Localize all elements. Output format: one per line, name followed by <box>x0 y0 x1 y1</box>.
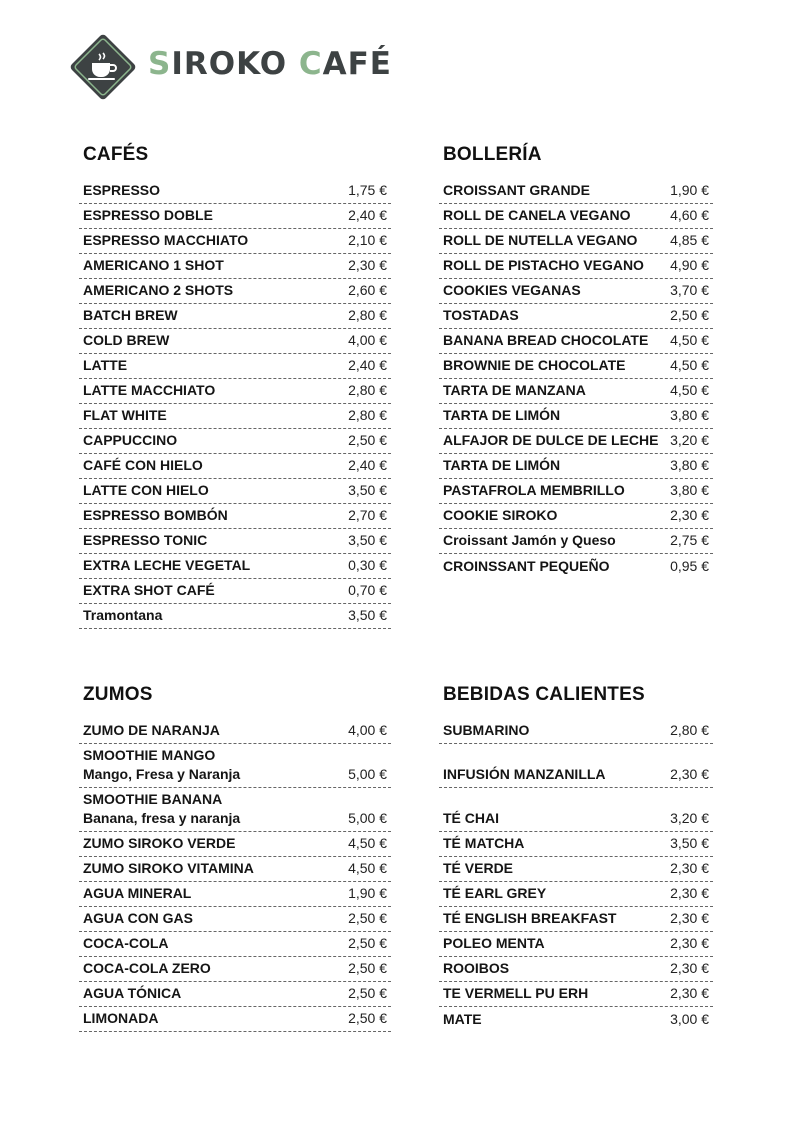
menu-item-row <box>439 832 713 857</box>
menu-item-price: 2,50 € <box>670 307 709 323</box>
menu-item-row <box>439 379 713 404</box>
brand-logo <box>66 30 392 104</box>
menu-item-name <box>443 557 670 576</box>
menu-item-name <box>443 206 670 225</box>
item-name-text: AGUA CON GAS <box>83 910 193 926</box>
item-description: Banana, fresa y naranja <box>83 810 241 826</box>
menu-item-price: 3,50 € <box>348 532 387 548</box>
menu-item-price: 2,50 € <box>348 960 387 976</box>
item-name-text: ESPRESSO BOMBÓN <box>83 507 228 523</box>
item-name-text: COOKIE SIROKO <box>443 507 558 523</box>
item-name-text: COCA-COLA <box>83 935 169 951</box>
menu-item-row <box>79 982 391 1007</box>
menu-item-name <box>443 406 670 425</box>
menu-item-name <box>443 431 670 450</box>
menu-item-name <box>83 909 348 928</box>
item-name-text: TÉ ENGLISH BREAKFAST <box>443 910 617 926</box>
menu-item-row <box>79 229 391 254</box>
menu-item-price: 2,40 € <box>348 457 387 473</box>
item-name-text: EXTRA LECHE VEGETAL <box>83 557 251 573</box>
menu-item-name <box>443 231 670 250</box>
menu-item-row <box>439 429 713 454</box>
menu-item-row <box>79 604 391 629</box>
menu-item-row <box>79 932 391 957</box>
menu-item-row <box>79 204 391 229</box>
item-name-text: ROLL DE PISTACHO VEGANO <box>443 257 644 273</box>
item-name-text: LIMONADA <box>83 1010 159 1026</box>
section-cafes <box>79 142 391 629</box>
item-name-text: ZUMO SIROKO VERDE <box>83 835 236 851</box>
menu-item-row <box>439 744 713 788</box>
item-name-text: ESPRESSO DOBLE <box>83 207 213 223</box>
item-name-text: SMOOTHIE BANANA <box>83 791 223 807</box>
item-name-text: ZUMO SIROKO VITAMINA <box>83 860 254 876</box>
menu-item-price: 4,90 € <box>670 257 709 273</box>
menu-item-name <box>443 181 670 200</box>
section-title: BOLLERÍA <box>443 144 542 165</box>
section-bolleria <box>439 142 713 579</box>
menu-item-price: 2,80 € <box>670 722 709 738</box>
menu-item-row <box>439 982 713 1007</box>
menu-item-row <box>439 404 713 429</box>
section-title: CAFÉS <box>83 144 149 165</box>
menu-item-price: 4,50 € <box>670 357 709 373</box>
menu-item-price: 0,95 € <box>670 558 709 574</box>
menu-item-name <box>83 431 348 450</box>
menu-item-name <box>443 959 670 978</box>
item-name-text: TARTA DE LIMÓN <box>443 407 561 423</box>
menu-item-price: 2,50 € <box>348 432 387 448</box>
menu-item-name <box>443 909 670 928</box>
menu-item-price: 2,50 € <box>348 910 387 926</box>
item-name-text: TARTA DE LIMÓN <box>443 457 561 473</box>
menu-item-price: 2,60 € <box>348 282 387 298</box>
menu-item-price: 2,30 € <box>670 935 709 951</box>
menu-item-name <box>443 356 670 375</box>
menu-item-name <box>443 331 670 350</box>
menu-item-price: 2,30 € <box>670 766 709 782</box>
item-name-text: LATTE MACCHIATO <box>83 382 216 398</box>
menu-list <box>79 719 391 1032</box>
menu-item-row <box>439 719 713 744</box>
menu-item-row <box>79 354 391 379</box>
menu-list <box>439 719 713 1032</box>
menu-item-price: 3,50 € <box>348 482 387 498</box>
menu-item-row <box>79 304 391 329</box>
menu-item-price: 4,60 € <box>670 207 709 223</box>
item-name-text: BATCH BREW <box>83 307 178 323</box>
menu-item-row <box>79 529 391 554</box>
item-name-text: Croissant Jamón y Queso <box>443 532 616 548</box>
menu-item-price: 3,80 € <box>670 482 709 498</box>
menu-item-price: 2,30 € <box>670 860 709 876</box>
menu-item-price: 1,75 € <box>348 182 387 198</box>
menu-item-name <box>443 765 670 784</box>
menu-item-name <box>443 834 670 853</box>
menu-item-name <box>83 356 348 375</box>
item-name-text: SUBMARINO <box>443 722 530 738</box>
menu-item-price: 3,80 € <box>670 457 709 473</box>
item-name-text: PASTAFROLA MEMBRILLO <box>443 482 625 498</box>
menu-item-name <box>443 381 670 400</box>
menu-item-row <box>439 354 713 379</box>
menu-item-row <box>79 832 391 857</box>
menu-item-name <box>83 884 348 903</box>
item-name-text: COCA-COLA ZERO <box>83 960 211 976</box>
menu-item-row <box>79 554 391 579</box>
menu-item-name <box>443 934 670 953</box>
menu-item-row <box>439 932 713 957</box>
item-name-text: INFUSIÓN MANZANILLA <box>443 766 606 782</box>
menu-item-name <box>443 256 670 275</box>
menu-item-name <box>443 1010 670 1029</box>
menu-item-name <box>83 1009 348 1028</box>
menu-item-row <box>79 429 391 454</box>
menu-item-row <box>79 1007 391 1032</box>
menu-item-price: 2,30 € <box>670 910 709 926</box>
menu-item-row <box>79 907 391 932</box>
menu-item-name <box>83 456 348 475</box>
menu-item-name <box>83 306 348 325</box>
menu-item-name <box>83 556 348 575</box>
menu-item-name <box>83 934 348 953</box>
menu-item-row <box>79 329 391 354</box>
menu-item-price: 2,80 € <box>348 382 387 398</box>
menu-item-price: 4,50 € <box>670 332 709 348</box>
menu-item-row <box>439 907 713 932</box>
menu-item-price: 2,30 € <box>670 507 709 523</box>
menu-item-price: 2,30 € <box>670 885 709 901</box>
menu-item-row <box>79 479 391 504</box>
menu-item-name <box>83 181 348 200</box>
menu-item-row <box>439 554 713 579</box>
menu-item-name <box>83 406 348 425</box>
menu-item-price: 2,70 € <box>348 507 387 523</box>
menu-item-price: 4,50 € <box>348 860 387 876</box>
item-name-text: AGUA MINERAL <box>83 885 192 901</box>
menu-item-name <box>83 606 348 625</box>
section-bebidas-calientes <box>439 682 713 1032</box>
menu-item-name <box>83 834 348 853</box>
menu-item-price: 2,80 € <box>348 307 387 323</box>
menu-item-name <box>83 531 348 550</box>
menu-item-name <box>83 859 348 878</box>
menu-item-row <box>79 279 391 304</box>
menu-item-row <box>79 454 391 479</box>
menu-item-price: 0,30 € <box>348 557 387 573</box>
menu-item-name <box>83 206 348 225</box>
menu-item-price: 4,85 € <box>670 232 709 248</box>
item-description: Mango, Fresa y Naranja <box>83 766 241 782</box>
section-zumos <box>79 682 391 1032</box>
menu-item-name <box>443 456 670 475</box>
menu-item-row <box>79 579 391 604</box>
menu-item-row <box>439 1007 713 1032</box>
menu-item-row <box>439 857 713 882</box>
item-name-text: ROOIBOS <box>443 960 510 976</box>
item-name-text: LATTE CON HIELO <box>83 482 209 498</box>
menu-item-row <box>439 788 713 832</box>
item-name-text: CROINSSANT PEQUEÑO <box>443 558 610 574</box>
menu-item-name <box>443 884 670 903</box>
item-name-text: BANANA BREAD CHOCOLATE <box>443 332 649 348</box>
item-name-text: LATTE <box>83 357 128 373</box>
menu-item-price: 3,50 € <box>670 835 709 851</box>
item-name-text: CROISSANT GRANDE <box>443 182 591 198</box>
menu-item-row <box>79 719 391 744</box>
menu-item-price: 4,00 € <box>348 722 387 738</box>
menu-item-price: 2,40 € <box>348 207 387 223</box>
menu-item-price: 2,75 € <box>670 532 709 548</box>
menu-item-price: 2,30 € <box>670 985 709 1001</box>
menu-item-price: 3,70 € <box>670 282 709 298</box>
item-name-text: COLD BREW <box>83 332 170 348</box>
menu-item-name <box>83 331 348 350</box>
menu-item-price: 2,80 € <box>348 407 387 423</box>
menu-item-price: 2,10 € <box>348 232 387 248</box>
menu-item-name <box>443 306 670 325</box>
menu-item-row <box>79 379 391 404</box>
item-name-text: POLEO MENTA <box>443 935 545 951</box>
item-name-text: ESPRESSO TONIC <box>83 532 208 548</box>
menu-item-name <box>83 581 348 600</box>
menu-item-name <box>443 531 670 550</box>
menu-item-name <box>443 481 670 500</box>
menu-item-name <box>83 481 348 500</box>
item-name-text: TÉ VERDE <box>443 860 514 876</box>
menu-item-price: 0,70 € <box>348 582 387 598</box>
menu-item-name <box>443 809 670 828</box>
menu-item-row <box>439 479 713 504</box>
menu-item-price: 1,90 € <box>348 885 387 901</box>
menu-item-name <box>83 746 348 784</box>
item-name-text: SMOOTHIE MANGO <box>83 747 216 763</box>
menu-item-row <box>439 882 713 907</box>
coffee-cup-logo-icon <box>66 30 140 104</box>
menu-item-row <box>79 254 391 279</box>
menu-item-price: 3,50 € <box>348 607 387 623</box>
menu-item-row <box>79 882 391 907</box>
item-name-text: ROLL DE CANELA VEGANO <box>443 207 631 223</box>
item-name-text: TARTA DE MANZANA <box>443 382 586 398</box>
menu-item-row <box>439 957 713 982</box>
menu-item-name <box>443 721 670 740</box>
item-name-text: ZUMO DE NARANJA <box>83 722 220 738</box>
menu-item-row <box>79 179 391 204</box>
menu-item-row <box>79 504 391 529</box>
menu-item-row <box>439 229 713 254</box>
item-name-text: ESPRESSO <box>83 182 161 198</box>
menu-item-price: 3,20 € <box>670 432 709 448</box>
item-name-text: TOSTADAS <box>443 307 519 323</box>
menu-item-price: 3,00 € <box>670 1011 709 1027</box>
item-name-text: COOKIES VEGANAS <box>443 282 581 298</box>
menu-item-price: 4,50 € <box>348 835 387 851</box>
menu-item-name <box>83 281 348 300</box>
menu-list <box>439 179 713 579</box>
item-name-text: TÉ MATCHA <box>443 835 525 851</box>
menu-item-row <box>79 788 391 832</box>
menu-item-name <box>443 859 670 878</box>
menu-item-row <box>79 744 391 788</box>
item-name-text: ALFAJOR DE DULCE DE LECHE <box>443 432 659 448</box>
menu-item-name <box>83 721 348 740</box>
menu-item-row <box>79 957 391 982</box>
menu-item-row <box>439 304 713 329</box>
item-name-text: CAPPUCCINO <box>83 432 178 448</box>
brand-wordmark: SIROKO CAFÉ <box>148 46 392 82</box>
item-name-text: AMERICANO 2 SHOTS <box>83 282 234 298</box>
item-name-text: FLAT WHITE <box>83 407 167 423</box>
section-title: BEBIDAS CALIENTES <box>443 684 645 705</box>
item-name-text: TÉ CHAI <box>443 810 499 826</box>
menu-item-name <box>83 381 348 400</box>
menu-item-row <box>439 179 713 204</box>
menu-item-price: 4,50 € <box>670 382 709 398</box>
menu-item-name <box>83 790 348 828</box>
menu-item-name <box>443 281 670 300</box>
item-name-text: AGUA TÓNICA <box>83 985 182 1001</box>
section-title: ZUMOS <box>83 684 153 705</box>
menu-item-price: 3,20 € <box>670 810 709 826</box>
item-name-text: Tramontana <box>83 607 163 623</box>
item-name-text: MATE <box>443 1011 482 1027</box>
menu-item-price: 2,30 € <box>348 257 387 273</box>
menu-item-price: 3,80 € <box>670 407 709 423</box>
menu-item-name <box>83 231 348 250</box>
menu-item-price: 2,50 € <box>348 935 387 951</box>
menu-item-row <box>439 254 713 279</box>
menu-item-row <box>439 529 713 554</box>
item-name-text: BROWNIE DE CHOCOLATE <box>443 357 626 373</box>
item-name-text: AMERICANO 1 SHOT <box>83 257 224 273</box>
menu-item-row <box>439 454 713 479</box>
menu-item-name <box>83 959 348 978</box>
menu-item-name <box>83 506 348 525</box>
menu-item-row <box>439 279 713 304</box>
item-name-text: ESPRESSO MACCHIATO <box>83 232 249 248</box>
menu-item-name <box>83 256 348 275</box>
menu-item-name <box>83 984 348 1003</box>
menu-item-price: 2,50 € <box>348 1010 387 1026</box>
menu-item-row <box>439 204 713 229</box>
item-name-text: CAFÉ CON HIELO <box>83 457 203 473</box>
menu-item-row <box>79 404 391 429</box>
menu-item-row <box>439 504 713 529</box>
menu-item-name <box>443 506 670 525</box>
menu-item-price: 5,00 € <box>348 810 387 826</box>
item-name-text: TE VERMELL PU ERH <box>443 985 589 1001</box>
item-name-text: EXTRA SHOT CAFÉ <box>83 582 215 598</box>
item-name-text: TÉ EARL GREY <box>443 885 547 901</box>
item-name-text: ROLL DE NUTELLA VEGANO <box>443 232 638 248</box>
menu-item-price: 4,00 € <box>348 332 387 348</box>
menu-item-price: 5,00 € <box>348 766 387 782</box>
menu-item-row <box>79 857 391 882</box>
menu-item-price: 2,40 € <box>348 357 387 373</box>
menu-item-price: 1,90 € <box>670 182 709 198</box>
menu-item-price: 2,50 € <box>348 985 387 1001</box>
menu-item-price: 2,30 € <box>670 960 709 976</box>
menu-item-row <box>439 329 713 354</box>
menu-list <box>79 179 391 629</box>
menu-item-name <box>443 984 670 1003</box>
